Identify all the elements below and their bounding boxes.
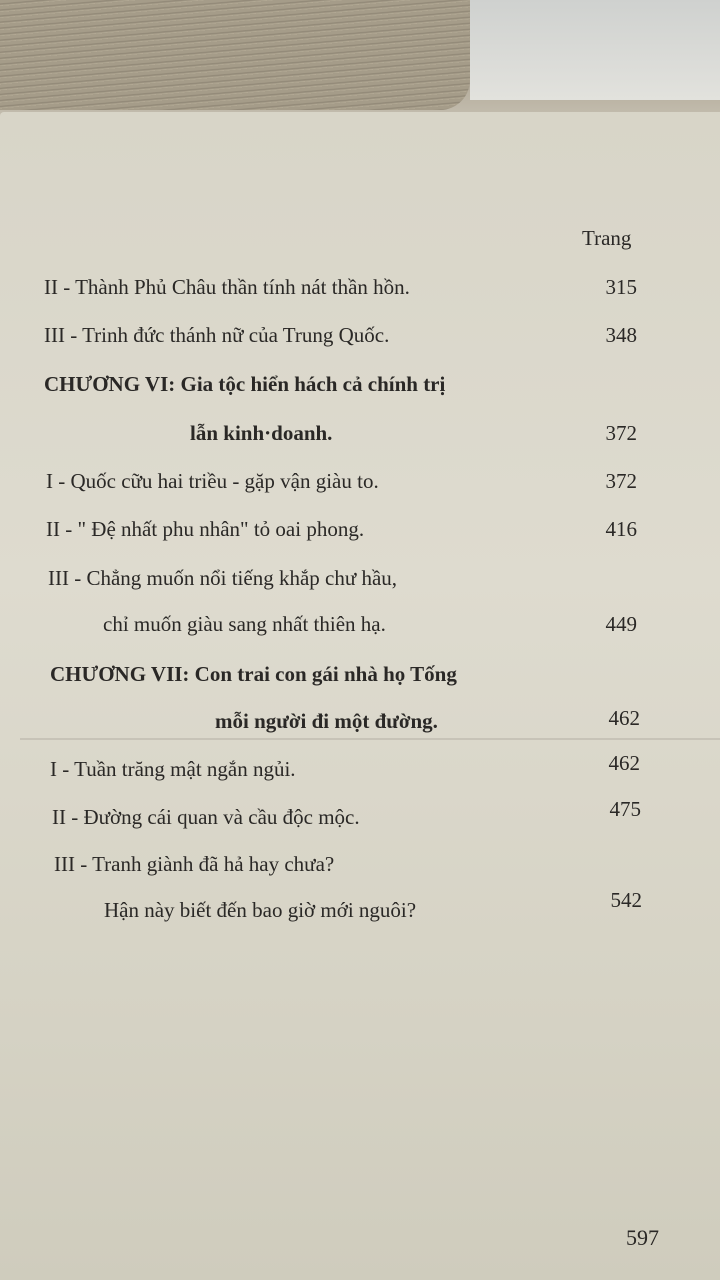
- toc-entry-text: III - Tranh giành đã hả hay chưa?: [54, 852, 335, 876]
- toc-entry-text: II - Đường cái quan và cầu độc mộc.: [52, 805, 360, 829]
- toc-entry-page: 542: [610, 888, 642, 912]
- toc-entry-page: 348: [605, 323, 637, 347]
- chapter-heading: CHƯƠNG VI: Gia tộc hiển hách cả chính trị: [44, 372, 446, 396]
- toc-entry-text: II - Thành Phủ Châu thần tính nát thần hồn.: [44, 275, 410, 299]
- toc-entry-text: I - Tuần trăng mật ngắn ngủi.: [50, 757, 296, 781]
- book-pages-edge: [0, 0, 470, 110]
- toc-entry-text: III - Trinh đức thánh nữ của Trung Quốc.: [44, 323, 390, 347]
- page-column-label: Trang: [582, 226, 632, 250]
- toc-entry-page: 372: [605, 469, 637, 493]
- background-books: [0, 0, 720, 130]
- toc-entry-page: 462: [608, 706, 640, 730]
- toc-entry-page: 372: [605, 421, 637, 445]
- chapter-heading-cont: lẫn kinh·doanh.: [190, 421, 333, 445]
- background-object: [470, 0, 720, 100]
- toc-entry-text-cont: chỉ muốn giàu sang nhất thiên hạ.: [103, 612, 386, 636]
- toc-entry-page: 416: [605, 517, 637, 541]
- bleed-through-rule: [20, 738, 720, 740]
- toc-entry-page: 475: [609, 797, 641, 821]
- page-number: 597: [626, 1225, 659, 1250]
- toc-entry-page: 449: [605, 612, 637, 636]
- toc-entry-page: 462: [608, 751, 640, 775]
- chapter-heading: CHƯƠNG VII: Con trai con gái nhà họ Tống: [50, 662, 457, 686]
- chapter-heading-cont: mỗi người đi một đường.: [215, 709, 438, 733]
- toc-entry-text-cont: Hận này biết đến bao giờ mới nguôi?: [104, 898, 417, 922]
- toc-entry-page: 315: [605, 275, 637, 299]
- toc-entry-text: III - Chẳng muốn nổi tiếng khắp chư hầu,: [48, 566, 398, 590]
- toc-entry-text: II - " Đệ nhất phu nhân" tỏ oai phong.: [46, 517, 365, 541]
- toc-entry-text: I - Quốc cữu hai triều - gặp vận giàu to.: [46, 469, 379, 493]
